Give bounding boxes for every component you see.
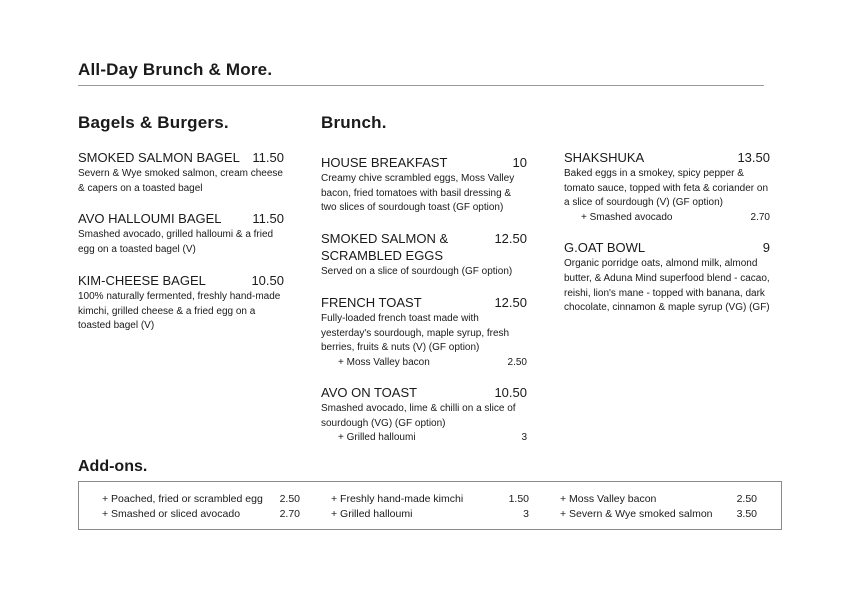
item-name: G.OAT BOWL xyxy=(564,240,646,256)
extra-label: + Smashed avocado xyxy=(581,212,673,224)
bagels-column xyxy=(78,113,284,348)
more-column xyxy=(564,149,770,330)
addon-label: + Poached, fried or scrambled egg xyxy=(102,493,263,505)
item-name: HOUSE BREAKFAST xyxy=(321,155,448,170)
item-description: 100% naturally fermented, freshly hand-made kimchi, grilled cheese & a fried egg on a toasted bagel (V) xyxy=(78,290,281,332)
item-name: KIM-CHEESE BAGEL xyxy=(78,272,206,288)
section-heading-addons: Add-ons. xyxy=(78,458,148,475)
item-extra xyxy=(321,431,527,445)
item-name: AVO HALLOUMI BAGEL xyxy=(78,211,222,227)
section-heading-bagels: Bagels & Burgers. xyxy=(78,113,229,132)
addon-label: + Moss Valley bacon xyxy=(560,493,657,505)
menu-item xyxy=(321,154,527,216)
menu-item xyxy=(564,149,770,225)
addons-column xyxy=(331,492,529,522)
menu-item xyxy=(564,239,770,316)
item-name: AVO ON TOAST xyxy=(321,384,418,400)
addon-row xyxy=(102,507,300,522)
addon-row xyxy=(102,492,300,507)
addons-column xyxy=(102,492,300,522)
extra-label: + Grilled halloumi xyxy=(338,432,416,444)
addon-label: + Freshly hand-made kimchi xyxy=(331,493,464,505)
title-divider xyxy=(78,85,764,86)
item-price: 11.50 xyxy=(252,150,284,165)
item-price: 10.50 xyxy=(251,272,284,288)
section-heading-brunch: Brunch. xyxy=(321,113,387,132)
addon-row xyxy=(560,507,757,522)
addons-box xyxy=(78,481,782,530)
item-description: Creamy chive scrambled eggs, Moss Valley bacon, fried tomatoes with basil dressing & two slices of sourdough toast (GF option) xyxy=(321,173,515,214)
item-description: Severn & Wye smoked salmon, cream cheese & capers on a toasted bagel xyxy=(78,168,283,194)
item-price: 10.50 xyxy=(494,384,527,400)
addons-column xyxy=(560,492,757,522)
item-price: 9 xyxy=(762,240,770,256)
item-description: Fully-loaded french toast made with yesterday's sourdough, maple syrup, fresh berries, fruits & nuts (V) (GF option) xyxy=(321,312,510,354)
brunch-column xyxy=(321,113,527,459)
item-name: SMOKED SALMON & SCRAMBLED EGGS xyxy=(321,231,449,264)
item-price: 10 xyxy=(512,155,527,170)
page-title: All-Day Brunch & More. xyxy=(78,60,273,79)
addon-price: 3.50 xyxy=(736,508,757,520)
item-name: SMOKED SALMON BAGEL xyxy=(78,150,240,165)
extra-price: 2.50 xyxy=(507,356,527,368)
extra-price: 2.70 xyxy=(750,212,770,224)
menu-item xyxy=(78,272,284,334)
addon-label: + Smashed or sliced avocado xyxy=(102,508,241,520)
item-extra xyxy=(321,356,527,370)
item-price: 12.50 xyxy=(494,231,527,247)
menu-item xyxy=(321,384,527,445)
item-price: 11.50 xyxy=(252,211,284,227)
item-description: Organic porridge oats, almond milk, almond butter, & Aduna Mind superfood blend - cacao, reishi, lion's mane - topped with banana, dark chocolate, cinnamon & maple syrup (VG) (GF) xyxy=(564,258,770,314)
addon-label: + Grilled halloumi xyxy=(331,508,413,520)
extra-label: + Moss Valley bacon xyxy=(338,356,430,368)
addon-row xyxy=(331,507,529,522)
menu-item xyxy=(78,149,284,196)
addon-label: + Severn & Wye smoked salmon xyxy=(560,508,713,520)
item-extra xyxy=(564,211,770,225)
item-name: SHAKSHUKA xyxy=(564,150,645,165)
item-description: Served on a slice of sourdough (GF option) xyxy=(321,266,513,278)
item-description: Baked eggs in a smokey, spicy pepper & tomato sauce, topped with feta & coriander on a slice of sourdough (V) (GF option) xyxy=(564,168,769,209)
item-price: 12.50 xyxy=(494,294,527,310)
addon-row xyxy=(560,492,757,507)
addon-price: 2.50 xyxy=(736,493,757,505)
item-description: Smashed avocado, lime & chilli on a slice of sourdough (VG) (GF option) xyxy=(321,402,516,429)
addon-price: 3 xyxy=(523,508,529,520)
menu-item xyxy=(321,294,527,370)
menu-item xyxy=(321,230,527,280)
addon-price: 1.50 xyxy=(508,493,529,505)
addon-price: 2.70 xyxy=(279,508,300,520)
addon-price: 2.50 xyxy=(279,493,300,505)
item-price: 13.50 xyxy=(737,150,770,165)
item-description: Smashed avocado, grilled halloumi & a fried egg on a toasted bagel (V) xyxy=(78,229,274,256)
item-name: FRENCH TOAST xyxy=(321,294,422,310)
menu-item xyxy=(78,210,284,257)
addon-row xyxy=(331,492,529,507)
extra-price: 3 xyxy=(521,432,527,444)
